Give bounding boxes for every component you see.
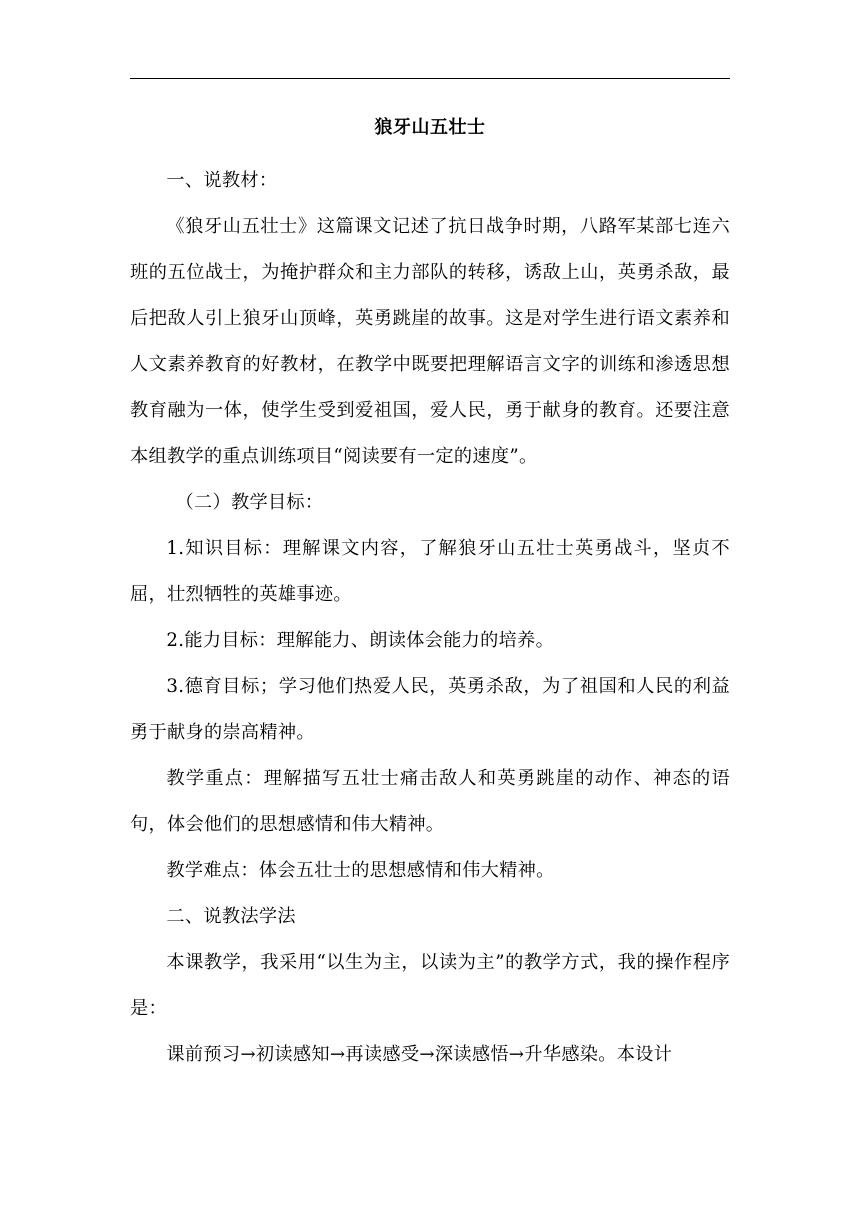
header-rule (130, 78, 730, 79)
section-heading-methods: 二、说教法学法 (166, 906, 296, 927)
paragraph-key-point: 教学重点：理解描写五壮士痛击敌人和英勇跳崖的动作、神态的语句，体会他们的思想感情和伟大精神。 (130, 768, 730, 835)
paragraph-textbook-description: 《狼牙山五壮士》这篇课文记述了抗日战争时期，八路军某部七连六班的五位战士，为掩护群众和主力部队的转移，诱敌上山，英勇杀敌，最后把敌人引上狼牙山顶峰，英勇跳崖的故事。这是对学生进行语文素养和人文素养教育的好教材，在教学中既要把理解语言文字的训练和渗透思想教育融为一体，使学生受到爱祖国，爱人民，勇于献身的教育。还要注意本组教学的重点训练项目“阅读要有一定的速度”。 (130, 216, 730, 467)
paragraph-goal-knowledge: 1.知识目标：理解课文内容，了解狼牙山五壮士英勇战斗，坚贞不屈，壮烈牺牲的英雄事迹。 (130, 538, 730, 605)
paragraph-methods: 本课教学，我采用“以生为主，以读为主”的教学方式，我的操作程序是： (130, 952, 730, 1019)
paragraph-difficulty: 教学难点：体会五壮士的思想感情和伟大精神。 (166, 860, 555, 881)
paragraph-procedure: 课前预习→初读感知→再读感受→深读感悟→升华感染。本设计 (166, 1044, 673, 1065)
paragraph-goal-ability: 2.能力目标：理解能力、朗读体会能力的培养。 (166, 630, 555, 651)
paragraph-goal-moral: 3.德育目标；学习他们热爱人民，英勇杀敌，为了祖国和人民的利益勇于献身的崇高精神。 (130, 676, 730, 743)
section-heading-goals: （二）教学目标： (175, 492, 324, 513)
document-title: 狼牙山五壮士 (374, 117, 486, 138)
section-heading-textbook: 一、说教材： (166, 170, 278, 191)
document-body (130, 112, 730, 1078)
